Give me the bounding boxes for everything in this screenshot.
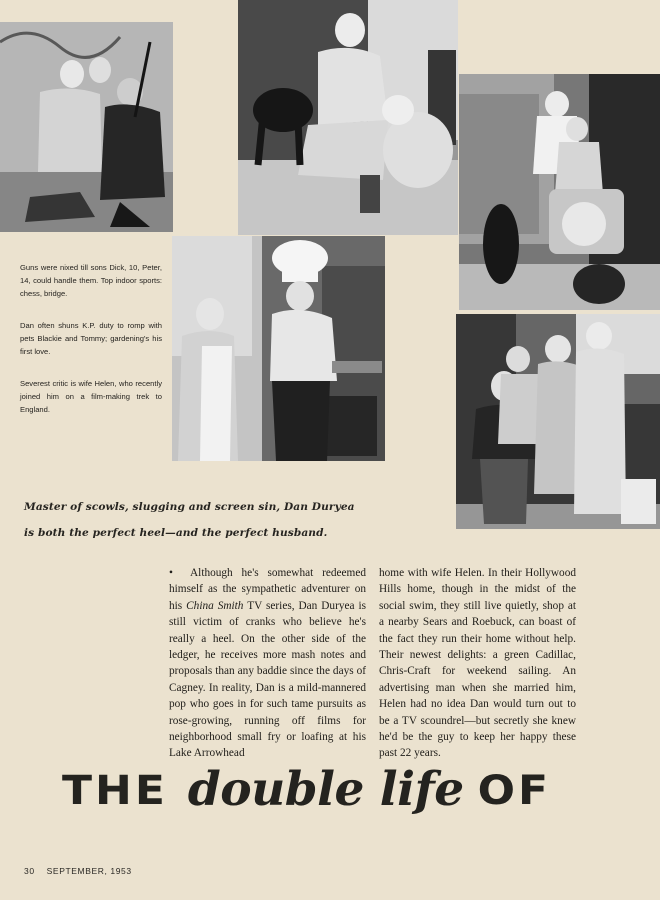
headline-word-double-life: double life [187, 762, 464, 817]
body-column-1 [169, 565, 366, 762]
headline-word-of: OF [477, 767, 552, 814]
body-column-2 [379, 565, 576, 762]
show-title: China Smith [186, 599, 244, 612]
caption-wife-helen: Severest critic is wife Helen, who recently joined him on a film-making trek to England. [20, 379, 162, 414]
body-paragraph-2: home with wife Helen. In their Hollywood Hills home, though in the midst of the social swim, they still live quietly, shop at a nearby Sears and Roebuck, can boast of the fact they run their home without help. Their newest delights: a green Cadillac, Chris-Craft for weekend sailing. An advertising man when she married him, Helen had no idea Dan would turn out to be a TV scoundrel—but secretly she knew he'd be the guy to keep her happy these past 22 years. [379, 567, 576, 760]
caption-sons-guns: Guns were nixed till sons Dick, 10, Peter, 14, could handle them. Top indoor sports: chess, bridge. [20, 263, 162, 298]
photo-dan-with-pets [238, 0, 458, 235]
body-paragraph-1 [169, 565, 366, 762]
tagline-line-1: Master of scowls, slugging and screen sin, Dan Duryea [24, 501, 355, 513]
tagline-line-2: is both the perfect heel—and the perfect husband. [24, 527, 328, 539]
photo-tractor [459, 74, 660, 310]
body-text-1b: TV series, Dan Duryea is still victim of cranks who believe he's really a heel. On the other side of the ledger, he receives more mash notes and proposals than any baddie since the days of Cagney. In reality, Dan is a mild-mannered pop who goes in for such tame pursuits as rose-growing, running off films for neighborhood small fry or loafing at his Lake Arrowhead [169, 599, 366, 760]
bullet: • [169, 567, 173, 579]
folio [24, 866, 144, 876]
body-text-1a: Although he's somewhat redeemed himself as the sympathetic adventurer on his [169, 567, 366, 612]
headline-word-the: THE [62, 767, 168, 814]
photo-barbecue-chef [172, 236, 385, 461]
page-number: 30 [24, 866, 35, 876]
headline [62, 762, 622, 826]
photo-family-portrait [456, 314, 660, 529]
photo-father-and-sons [0, 22, 173, 232]
issue-date: SEPTEMBER, 1953 [46, 866, 132, 876]
caption-pets-gardening: Dan often shuns K.P. duty to romp with pets Blackie and Tommy; gardening's his first love. [20, 321, 162, 356]
